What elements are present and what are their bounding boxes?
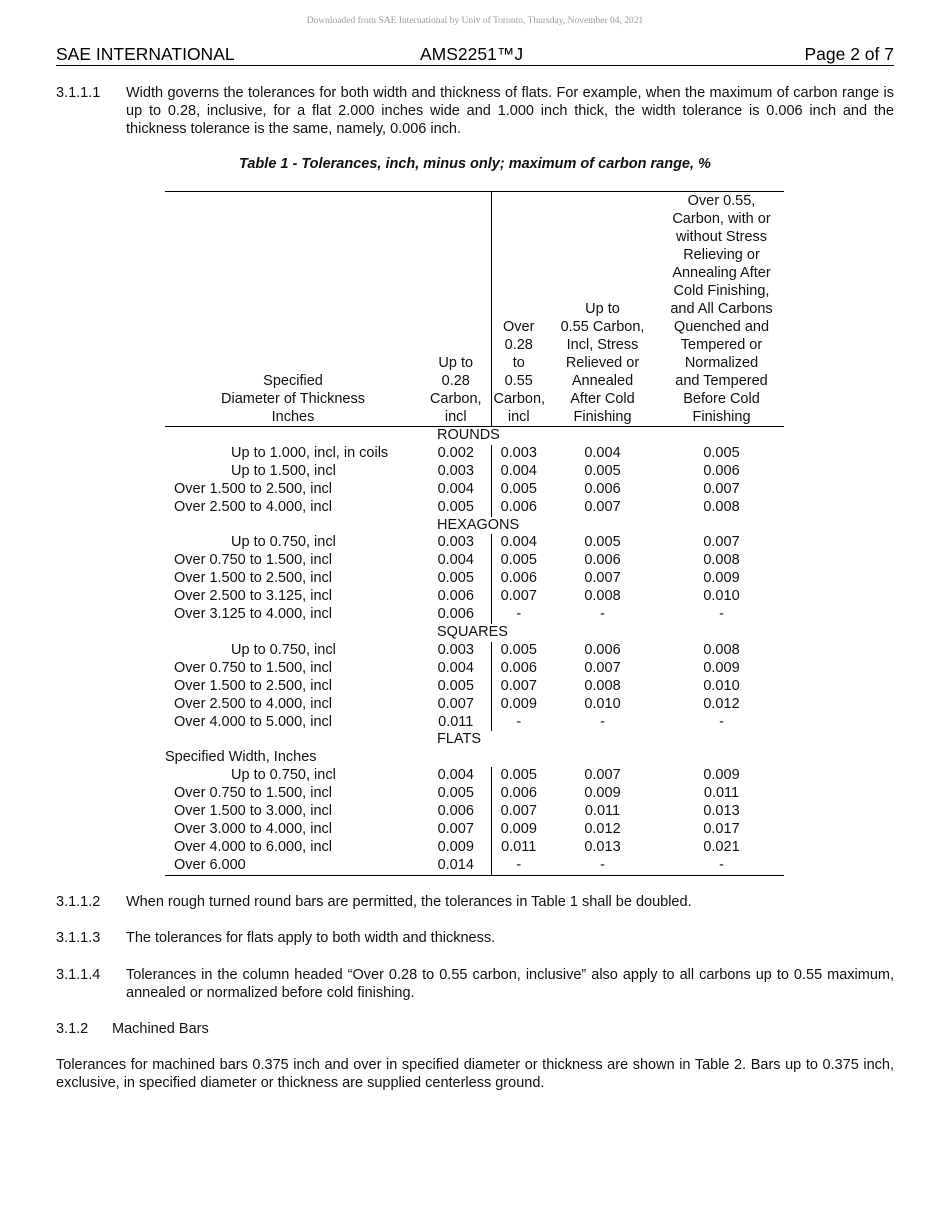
row-description: Over 6.000 [165,857,421,875]
table-row [165,570,784,588]
tolerance-value: 0.013 [703,803,740,820]
tolerance-value: 0.005 [500,767,537,784]
tolerance-value: 0.005 [421,785,491,803]
tolerance-value: - [719,713,724,730]
table-body [165,427,784,876]
tolerance-value: 0.009 [421,839,491,857]
table-title: Table 1 - Tolerances, inch, minus only; maximum of carbon range, % [239,156,711,172]
table-row [165,499,784,517]
header-page-number: Page 2 of 7 [804,44,894,64]
tolerance-value: 0.004 [584,444,621,461]
tolerance-value: 0.005 [421,570,491,588]
table-row [165,606,784,624]
paragraph-3-1-1-4: Tolerances in the column headed “Over 0.28 to 0.55 carbon, inclusive” also apply to all carbons up to 0.55 maximum, annealed or normalized before cold finishing. [126,967,894,1001]
hexagons-section-label: HEXAGONS [437,516,520,533]
row-description: Over 0.750 to 1.500, incl [174,552,332,569]
tolerance-value: 0.009 [703,659,740,676]
tolerance-value: - [516,606,522,623]
table-row [165,696,784,714]
row-description: Up to 0.750, incl [231,641,336,658]
tolerance-value: 0.010 [584,695,621,712]
paragraph-machined-bars: Tolerances for machined bars 0.375 inch and over in specified diameter or thickness are shown in Table 2. Bars up to 0.375 inch, exclusive, in specified diameter or thickness are supplied centerless ground. [56,1057,894,1091]
tolerance-value: 0.011 [703,785,740,802]
table-row [165,552,784,570]
tolerance-value: 0.005 [584,462,621,479]
tolerance-value: 0.004 [500,462,537,479]
rounds-section-row [165,427,784,445]
tolerance-value: 0.009 [584,785,621,802]
tolerance-value: 0.006 [500,659,537,676]
paragraph-3-1-1-1: Width governs the tolerances for both width and thickness of flats. For example, when the maximum of carbon range is up to 0.28, inclusive, for a flat 2.000 inches wide and 1.000 inch thick, the width tolerance is 0.006 inch and the thickness tolerance is the same, namely, 0.006 inch. [126,85,894,137]
section-number-3-1-1-3: 3.1.1.3 [56,930,101,946]
tolerance-value: 0.008 [584,677,621,694]
tolerance-value: 0.005 [500,641,537,658]
row-description: Over 1.500 to 3.000, incl [174,803,332,820]
tolerance-value: - [600,713,605,730]
rounds-section-label: ROUNDS [437,427,500,443]
tolerance-value: - [659,857,784,875]
tolerance-value: 0.008 [703,498,740,515]
tolerance-value: 0.012 [584,820,621,837]
row-description: Over 1.500 to 2.500, incl [174,570,332,587]
tolerance-value: 0.011 [421,714,491,732]
tolerance-value: 0.006 [584,552,621,569]
table-row [165,463,784,481]
section-number-3-1-2: 3.1.2 [56,1021,89,1037]
tolerance-value: 0.008 [703,641,740,658]
header-rule [56,65,894,66]
flats-section-row [165,731,784,749]
table-row [165,785,784,803]
tolerance-value: 0.010 [703,588,740,605]
flats-subheader-row [165,749,784,767]
table-row [165,767,784,785]
tolerance-value: 0.007 [500,677,537,694]
tolerance-value: 0.007 [584,570,621,587]
tolerance-value: 0.007 [584,498,621,515]
tolerance-value: - [600,606,605,623]
table-row [165,534,784,552]
row-description: Up to 1.500, incl [231,462,336,479]
row-description: Over 1.500 to 2.500, incl [174,480,332,497]
tolerance-value: 0.007 [421,696,491,714]
section-heading-machined-bars: Machined Bars [112,1021,209,1037]
tolerance-value: 0.004 [421,481,491,499]
tolerance-value: - [516,713,522,730]
squares-section-label: SQUARES [437,623,508,640]
tolerance-value: 0.003 [421,534,491,552]
paragraph-3-1-1-3: The tolerances for flats apply to both width and thickness. [126,930,496,946]
row-description: Over 2.500 to 4.000, incl [174,498,332,515]
tolerance-value: 0.008 [584,588,621,605]
tolerance-value: 0.013 [584,838,621,855]
section-number-3-1-1-4: 3.1.1.4 [56,967,101,983]
tolerance-value: 0.005 [421,678,491,696]
section-number-3-1-1-1: 3.1.1.1 [56,85,101,101]
col-header-stress-relieved: Up to 0.55 Carbon, Incl, Stress Relieved or Annealed After Cold Finishing [546,192,659,427]
row-description: Up to 0.750, incl [231,767,336,784]
tolerance-value: 0.006 [703,462,740,479]
table-row [165,481,784,499]
tolerance-value: 0.008 [703,552,740,569]
tolerance-value: 0.003 [421,642,491,660]
flats-width-subheader: Specified Width, Inches [165,749,317,766]
tolerance-value: 0.009 [500,820,537,837]
tolerance-value: - [719,606,724,623]
table-row [165,660,784,678]
col-header-over-028: Over 0.28 to 0.55 Carbon, incl [491,192,546,427]
table-row [165,588,784,606]
tolerance-value: 0.012 [703,695,740,712]
tolerance-value: 0.005 [703,444,740,461]
tolerance-value: 0.006 [584,641,621,658]
table-row [165,445,784,463]
tolerance-value: 0.005 [500,480,537,497]
row-description: Over 3.125 to 4.000, incl [174,606,332,623]
tolerance-value: 0.005 [584,534,621,551]
tolerance-value: 0.021 [703,838,740,855]
col-header-over-055: Over 0.55, Carbon, with or without Stress Relieving or Annealing After Cold Finishing, and All Carbons Quenched and Tempered or Normalized and Tempered Before Cold Finishing [659,192,784,427]
table-row [165,642,784,660]
tolerance-value: 0.007 [703,534,740,551]
tolerance-value: 0.007 [584,659,621,676]
row-description: Over 1.500 to 2.500, incl [174,677,332,694]
tolerance-value: 0.014 [421,857,491,875]
header-org: SAE INTERNATIONAL [56,44,235,64]
tolerance-value: 0.006 [500,498,537,515]
tolerance-value: 0.006 [500,785,537,802]
tolerance-value: 0.003 [421,463,491,481]
flats-section-label: FLATS [437,731,482,748]
tolerance-value: 0.005 [500,552,537,569]
row-description: Over 2.500 to 3.125, incl [174,588,332,605]
table-row [165,803,784,821]
table-row [165,678,784,696]
tolerance-value: 0.006 [421,588,491,606]
row-description: Up to 1.000, incl, in coils [231,444,389,461]
squares-section-row [165,624,784,642]
col-header-up-to-028: Up to 0.28 Carbon, incl [421,192,491,427]
row-description: Over 3.000 to 4.000, incl [174,820,332,837]
tolerance-value: 0.003 [500,444,537,461]
tolerance-value: 0.006 [421,606,491,624]
row-description: Up to 0.750, incl [231,534,336,551]
tolerance-value: 0.004 [421,660,491,678]
row-description: Over 4.000 to 6.000, incl [174,838,332,855]
tolerance-value: 0.005 [421,499,491,517]
tolerance-value: 0.007 [500,803,537,820]
tolerance-value: 0.006 [421,803,491,821]
row-description: Over 4.000 to 5.000, incl [174,713,332,730]
table-row [165,821,784,839]
tolerance-value: 0.007 [421,821,491,839]
tolerance-value: 0.011 [584,803,621,820]
row-description: Over 2.500 to 4.000, incl [174,695,332,712]
row-description: Over 0.750 to 1.500, incl [174,659,332,676]
header-doc-number: AMS2251™J [420,44,524,64]
tolerance-value: 0.006 [584,480,621,497]
download-watermark: Downloaded from SAE International by Univ of Toronto, Thursday, November 04, 2021 [306,16,644,26]
col-header-specified: Specified Diameter of Thickness Inches [165,192,421,427]
tolerance-value: 0.006 [500,570,537,587]
paragraph-3-1-1-2: When rough turned round bars are permitted, the tolerances in Table 1 shall be doubled. [126,894,692,910]
tolerance-value: 0.009 [500,695,537,712]
tolerance-value: 0.002 [421,445,491,463]
tolerance-value: 0.004 [421,552,491,570]
tolerance-value: 0.011 [501,838,537,855]
section-number-3-1-1-2: 3.1.1.2 [56,894,101,910]
table-row [165,857,784,875]
tolerance-value: - [491,857,546,875]
tolerance-value: - [546,857,659,875]
tolerance-value: 0.010 [703,677,740,694]
row-description: Over 0.750 to 1.500, incl [174,785,332,802]
tolerance-value: 0.017 [703,820,740,837]
tolerance-value: 0.009 [703,767,740,784]
table-row [165,839,784,857]
tolerance-value: 0.004 [500,534,537,551]
tolerance-value: 0.007 [500,588,537,605]
tolerance-value: 0.009 [703,570,740,587]
table-row [165,714,784,732]
tolerance-value: 0.007 [584,767,621,784]
tolerance-value: 0.004 [421,767,491,785]
tolerance-value: 0.007 [703,480,740,497]
hexagons-section-row [165,517,784,535]
tolerance-table [165,191,784,876]
